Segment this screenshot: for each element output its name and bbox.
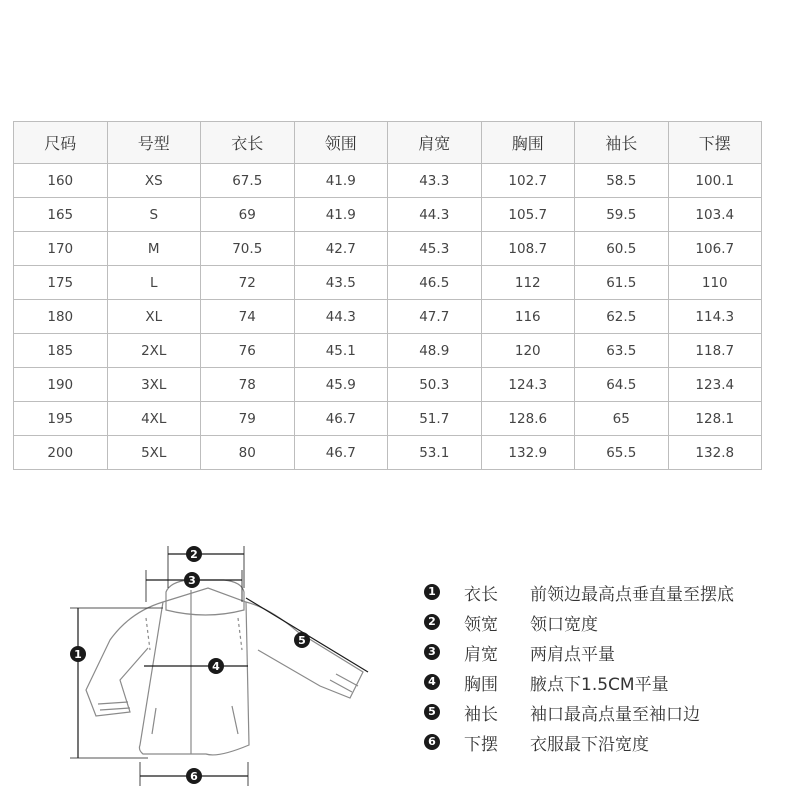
jacket-right-sleeve [246, 602, 363, 698]
header-sleeve: 袖长 [575, 122, 669, 164]
table-cell: 120 [481, 334, 575, 368]
marker-5 [294, 632, 310, 648]
table-row [14, 368, 762, 402]
table-cell: 132.9 [481, 436, 575, 470]
table-cell: 64.5 [575, 368, 669, 402]
table-cell: 79 [201, 402, 295, 436]
table-cell: 160 [14, 164, 108, 198]
marker-1-label: 1 [74, 648, 82, 661]
table-cell: 46.7 [294, 402, 388, 436]
table-cell: 175 [14, 266, 108, 300]
jacket-pockets [152, 706, 238, 734]
table-cell: 128.6 [481, 402, 575, 436]
table-cell: 43.5 [294, 266, 388, 300]
table-cell: 44.3 [388, 198, 482, 232]
table-row [14, 266, 762, 300]
table-row [14, 436, 762, 470]
legend-measure-description: 腋点下1.5CM平量 [530, 675, 669, 695]
legend-number-badge: 5 [424, 704, 440, 720]
table-cell: 108.7 [481, 232, 575, 266]
table-cell: 48.9 [388, 334, 482, 368]
legend-number-badge: 3 [424, 644, 440, 660]
legend-measure-name: 胸围 [464, 675, 498, 695]
jacket-left-sleeve [86, 602, 163, 716]
table-cell: 53.1 [388, 436, 482, 470]
measure-markers [70, 546, 310, 784]
table-cell: 2XL [107, 334, 201, 368]
table-cell: 45.3 [388, 232, 482, 266]
table-cell: 43.3 [388, 164, 482, 198]
legend-number-badge: 1 [424, 584, 440, 600]
legend-measure-description: 衣服最下沿宽度 [530, 735, 649, 755]
header-model: 号型 [107, 122, 201, 164]
table-cell: 170 [14, 232, 108, 266]
marker-1 [70, 646, 86, 662]
table-cell: 63.5 [575, 334, 669, 368]
table-cell: 100.1 [668, 164, 762, 198]
table-cell: 45.1 [294, 334, 388, 368]
table-cell: 200 [14, 436, 108, 470]
marker-3 [184, 572, 200, 588]
table-cell: 5XL [107, 436, 201, 470]
legend-measure-name: 袖长 [464, 705, 498, 725]
table-cell: 61.5 [575, 266, 669, 300]
table-cell: 110 [668, 266, 762, 300]
table-cell: 190 [14, 368, 108, 402]
marker-6 [186, 768, 202, 784]
marker-3-label: 3 [188, 574, 196, 587]
table-cell: XS [107, 164, 201, 198]
marker-5-label: 5 [298, 634, 306, 647]
table-cell: 123.4 [668, 368, 762, 402]
header-size: 尺码 [14, 122, 108, 164]
marker-6-label: 6 [190, 770, 198, 783]
table-cell: 105.7 [481, 198, 575, 232]
table-cell: 128.1 [668, 402, 762, 436]
table-cell: 67.5 [201, 164, 295, 198]
table-cell: 74 [201, 300, 295, 334]
legend-measure-name: 下摆 [464, 735, 498, 755]
header-chest: 胸围 [481, 122, 575, 164]
table-cell: 80 [201, 436, 295, 470]
table-cell: 132.8 [668, 436, 762, 470]
table-cell: M [107, 232, 201, 266]
table-cell: 65 [575, 402, 669, 436]
table-row [14, 164, 762, 198]
legend-measure-description: 领口宽度 [530, 615, 598, 635]
table-cell: 42.7 [294, 232, 388, 266]
table-cell: 114.3 [668, 300, 762, 334]
table-cell: 70.5 [201, 232, 295, 266]
table-cell: 116 [481, 300, 575, 334]
table-cell: 165 [14, 198, 108, 232]
table-cell: 60.5 [575, 232, 669, 266]
table-cell: 3XL [107, 368, 201, 402]
header-collar: 领围 [294, 122, 388, 164]
header-shoulder: 肩宽 [388, 122, 482, 164]
table-cell: 65.5 [575, 436, 669, 470]
table-row [14, 232, 762, 266]
table-cell: 106.7 [668, 232, 762, 266]
table-cell: 180 [14, 300, 108, 334]
marker-2 [186, 546, 202, 562]
table-cell: 62.5 [575, 300, 669, 334]
table-cell: 44.3 [294, 300, 388, 334]
table-cell: 112 [481, 266, 575, 300]
table-row [14, 300, 762, 334]
table-cell: 76 [201, 334, 295, 368]
table-cell: 124.3 [481, 368, 575, 402]
table-cell: S [107, 198, 201, 232]
legend-measure-description: 袖口最高点量至袖口边 [530, 705, 700, 725]
jacket-diagram [58, 540, 378, 790]
header-hem: 下摆 [668, 122, 762, 164]
table-cell: XL [107, 300, 201, 334]
table-cell: 45.9 [294, 368, 388, 402]
legend-measure-name: 领宽 [464, 615, 498, 635]
table-cell: 41.9 [294, 164, 388, 198]
legend-number-badge: 2 [424, 614, 440, 630]
legend-number-badge: 6 [424, 734, 440, 750]
jacket-outline [86, 580, 363, 755]
legend-measure-name: 衣长 [464, 585, 498, 605]
table-cell: 58.5 [575, 164, 669, 198]
marker-4-label: 4 [212, 660, 220, 673]
marker-4 [208, 658, 224, 674]
table-cell: 103.4 [668, 198, 762, 232]
header-length: 衣长 [201, 122, 295, 164]
table-cell: 51.7 [388, 402, 482, 436]
table-cell: 118.7 [668, 334, 762, 368]
table-cell: 78 [201, 368, 295, 402]
table-cell: L [107, 266, 201, 300]
table-row [14, 198, 762, 232]
table-cell: 72 [201, 266, 295, 300]
table-cell: 46.5 [388, 266, 482, 300]
legend-measure-description: 两肩点平量 [530, 645, 615, 665]
size-chart-table [13, 121, 762, 470]
marker-2-label: 2 [190, 548, 198, 561]
table-cell: 59.5 [575, 198, 669, 232]
legend-number-badge: 4 [424, 674, 440, 690]
table-header-row [14, 122, 762, 164]
legend-measure-name: 肩宽 [464, 645, 498, 665]
table-cell: 185 [14, 334, 108, 368]
table-cell: 69 [201, 198, 295, 232]
legend-measure-description: 前领边最高点垂直量至摆底 [530, 585, 734, 605]
jacket-left-cuff [98, 702, 130, 710]
table-cell: 195 [14, 402, 108, 436]
jacket-seams [146, 618, 242, 650]
table-cell: 102.7 [481, 164, 575, 198]
table-cell: 41.9 [294, 198, 388, 232]
table-cell: 50.3 [388, 368, 482, 402]
table-row [14, 334, 762, 368]
table-row [14, 402, 762, 436]
table-cell: 47.7 [388, 300, 482, 334]
table-cell: 4XL [107, 402, 201, 436]
table-cell: 46.7 [294, 436, 388, 470]
